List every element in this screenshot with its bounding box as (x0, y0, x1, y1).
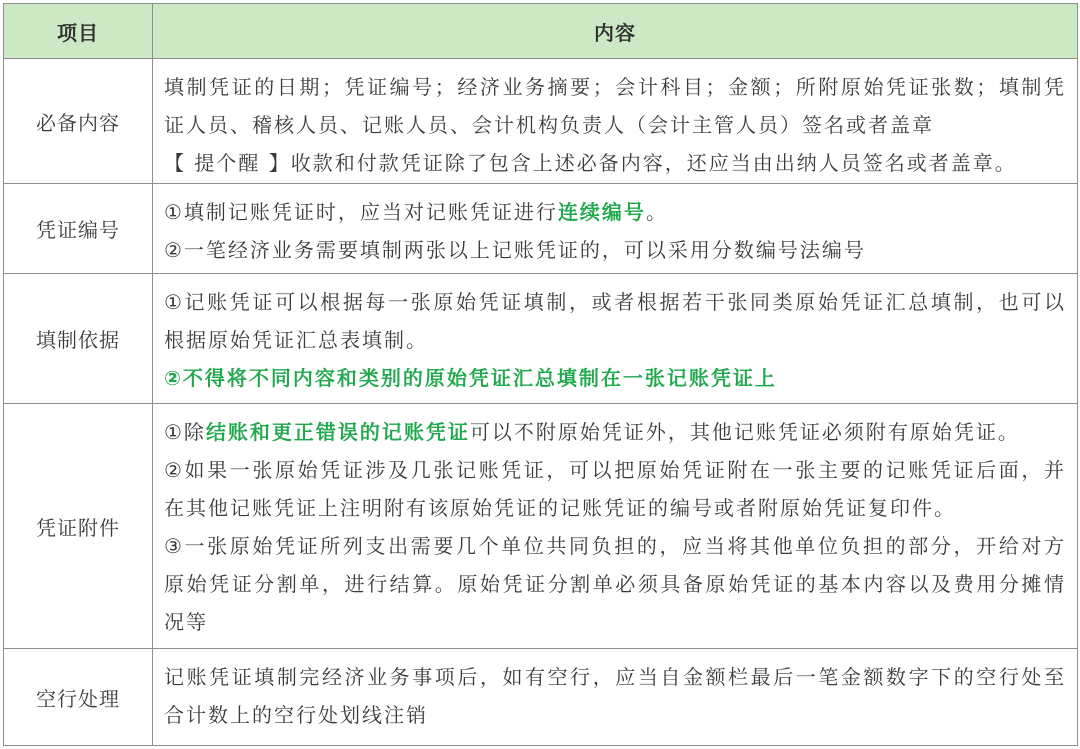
row-label: 凭证编号 (4, 184, 153, 274)
content-line (164, 696, 1069, 734)
table-row (4, 184, 1078, 274)
content-line (164, 321, 1069, 359)
text-segment: 【 提个醒 】收款和付款凭证除了包含上述必备内容，还应当由出纳人员签名或者盖章。 (164, 151, 1017, 175)
table-body (4, 59, 1078, 746)
row-content (153, 59, 1078, 184)
table-header (4, 4, 1078, 59)
header-content: 内容 (153, 4, 1078, 59)
header-item: 项目 (4, 4, 153, 59)
row-label: 凭证附件 (4, 404, 153, 649)
content-line (164, 359, 1069, 397)
content-line (164, 68, 1066, 106)
content-line (164, 527, 1066, 565)
row-label: 空行处理 (4, 649, 153, 746)
content-line (164, 144, 1069, 182)
text-segment: ③一张原始凭证所列支出需要几个单位共同负担的，应当将其他单位负担的部分，开给对方 (164, 534, 1066, 558)
row-content (153, 184, 1078, 274)
text-segment: 在其他记账凭证上注明附有该原始凭证的记账凭证的编号或者附原始凭证复印件。 (164, 496, 956, 520)
text-segment: ①填制记账凭证时，应当对记账凭证进行 (164, 200, 558, 224)
highlighted-text: 连续编号 (557, 200, 646, 224)
table-row (4, 59, 1078, 184)
highlighted-text: 结账和更正错误的记账凭证 (205, 420, 470, 444)
content-line (164, 106, 1069, 144)
content-line (164, 658, 1066, 696)
content-line (164, 193, 1069, 231)
row-content (153, 404, 1078, 649)
content-line (164, 451, 1066, 489)
text-segment: 记账凭证填制完经济业务事项后，如有空行，应当自金额栏最后一笔金额数字下的空行处至 (164, 665, 1066, 689)
text-segment: 。 (645, 200, 668, 224)
row-content (153, 274, 1078, 404)
table-row (4, 649, 1078, 746)
row-label: 填制依据 (4, 274, 153, 404)
table-row (4, 404, 1078, 649)
text-segment: 证人员、稽核人员、记账人员、会计机构负责人（会计主管人员）签名或者盖章 (164, 113, 934, 137)
content-line (164, 413, 1069, 451)
highlighted-text: ②不得将不同内容和类别的原始凭证汇总填制在一张记账凭证上 (164, 366, 777, 390)
text-segment: ②一笔经济业务需要填制两张以上记账凭证的，可以采用分数编号法编号 (164, 238, 866, 262)
content-line (164, 283, 1066, 321)
text-segment: 根据原始凭证汇总表填制。 (164, 328, 428, 352)
text-segment: ①除 (164, 420, 206, 444)
content-line (164, 489, 1069, 527)
text-segment: 填制凭证的日期；凭证编号；经济业务摘要；会计科目；金额；所附原始凭证张数；填制凭 (164, 75, 1066, 99)
document-table-container (3, 3, 1077, 746)
row-content (153, 649, 1078, 746)
content-line (164, 231, 1069, 269)
table-row (4, 274, 1078, 404)
row-label: 必备内容 (4, 59, 153, 184)
text-segment: ②如果一张原始凭证涉及几张记账凭证，可以把原始凭证附在一张主要的记账凭证后面，并 (164, 458, 1066, 482)
voucher-requirements-table (3, 3, 1078, 746)
text-segment: ①记账凭证可以根据每一张原始凭证填制，或者根据若干张同类原始凭证汇总填制，也可以 (164, 290, 1066, 314)
text-segment: 合计数上的空行处划线注销 (164, 703, 428, 727)
text-segment: 可以不附原始凭证外，其他记账凭证必须附有原始凭证。 (469, 420, 1020, 444)
header-row (4, 4, 1078, 59)
text-segment: 况等 (164, 610, 208, 634)
content-line (164, 603, 1069, 641)
content-line (164, 565, 1066, 603)
text-segment: 原始凭证分割单，进行结算。原始凭证分割单必须具备原始凭证的基本内容以及费用分摊情 (164, 572, 1066, 596)
